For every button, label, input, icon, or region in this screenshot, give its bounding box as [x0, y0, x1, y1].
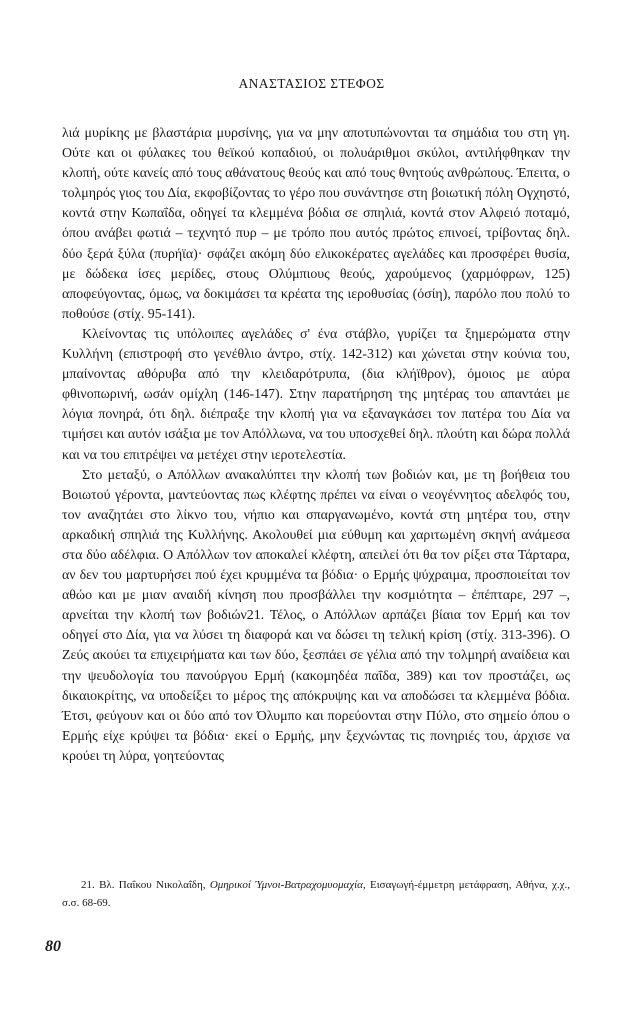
footnote — [62, 877, 570, 912]
footnote-tail: , Εισαγωγή-έμμετρη μετάφραση, Αθήνα, χ.χ., σ.σ. 68-69. — [62, 879, 571, 909]
body-paragraph: Στο μεταξύ, ο Απόλλων ανακαλύπτει την κλοπή των βοδιών και, με τη βοήθεια του Βοιωτού γέροντα, μαντεύοντας πως κλέφτης πρέπει να είναι ο νεογέννητος αδελφός του, τον αναζητάει στο λίκνο του, νήπιο και σπαργανωμένο, κοντά στη μητέρα του, στην αρκαδική σπηλιά της Κυλλήνης. Ακολουθεί μια εύθυμη και χαριτωμένη σκηνή ανάμεσα στα δύο αδέλφια. Ο Απόλλων τον αποκαλεί κλέφτη, απειλεί ότι θα τον ρίξει στα Τάρταρα, αν δεν του μαρτυρήσει πού έχει κρυμμένα τα βόδια· ο Ερμής ψύχραιμα, προσποιείται τον αθώο και με μιαν αναιδή κίνηση που προσβάλλει την κοσμιότητα – ἐπέπταρε, 297 –, αρνείται την κλοπή των βοδιών21. Τέλος, ο Απόλλων αρπάζει βίαια τον Ερμή και τον οδηγεί στο Δία, για να λύσει τη διαφορά και να δώσει τη τελική κρίση (στίχ. 313-396). Ο Ζεύς ακούει τα επιχειρήματα και των δύο, ξεσπάει σε γέλια από την τολμηρή αναίδεια και την ψευδολογία του πανούργου Ερμή (κακομηδέα παΐδα, 389) και τον προστάζει, ως δικαιοκρίτης, να υποδείξει το μέρος της απόκρυψης και να αποδώσει τα κλεμμένα βόδια. Έτσι, φεύγουν και οι δύο από τον Όλυμπο και πορεύονται στην Πύλο, στο σημείο όπου ο Ερμής είχε κρύψει τα βόδια· εκεί ο Ερμής, μην ξεχνώντας τις πονηριές του, άρχισε να κρούει τη λύρα, γοητεύοντας — [62, 467, 570, 764]
running-header: ΑΝΑΣΤΑΣΙΟΣ ΣΤΕΦΟΣ — [238, 76, 385, 91]
footnote-lead: 21. Βλ. Παΐκου Νικολαΐδη, — [81, 879, 210, 891]
body-paragraph: λιά μυρίκης με βλαστάρια μυρσίνης, για να μην αποτυπώνονται τα σημάδια του στη γη. Ούτε και οι φύλακες του θεϊκού κοπαδιού, οι πολυάριθμοι σκύλοι, αντιλήφθηκαν την κλοπή, ούτε κανείς από τους αθάνατους θεούς και από τους θνητούς ανθρώπους. Έπειτα, ο τολμηρός γιος του Δία, εκφοβίζοντας το γέρο που συνάντησε στη βοιωτική πόλη Ογχηστό, κοντά στην Κωπαΐδα, οδηγεί τα κλεμμένα βόδια σε σπηλιά, κοντά στον Αλφειό ποταμό, όπου ανάβει φωτιά – τεχνητό πυρ – με τρόπο που αυτός πρώτος επινοεί, τρίβοντας δηλ. δύο ξερά ξύλα (πυρήϊα)· σφάζει ακόμη δύο ελικοκέρατες αγελάδες και προσφέρει θυσία, με δώδεκα ίσες μερίδες, στους Ολύμπιους θεούς, χαρούμενος (χαρμόφρων, 125) αποφεύγοντας, όμως, να δοκιμάσει τα κρέατα της ιεροθυσίας (όσίη), παρόλο που πολύ το ποθούσε (στίχ. 95-141). — [62, 126, 570, 322]
footnote-title: Ομηρικοί Ύμνοι-Βατραχομυομαχία — [209, 879, 363, 891]
body-text — [62, 124, 570, 767]
page-number: 80 — [45, 938, 61, 955]
body-paragraph: Κλείνοντας τις υπόλοιπες αγελάδες σ' ένα στάβλο, γυρίζει τα ξημερώματα στην Κυλλήνη (επιστροφή στο γενέθλιο άντρο, στίχ. 142-312) και χώνεται στην κούνια του, μπαίνοντας αθόρυβα από την κλειδαρότρυπα, (δια κλήϊθρον), όμοιος με αύρα φθινοπωρινή, ωσάν ομίχλη (146-147). Στην παρατήρηση της μητέρας του απαντάει με λόγια πονηρά, ότι δηλ. διέπραξε την κλοπή για να εξαναγκάσει τον πατέρα του Δία να τιμήσει και αυτόν ισάξια με τον Απόλλωνα, να του υποσχεθεί δηλ. πλούτη και δώρα πολλά και να του επιτρέψει να μετέχει στην ιεροτελεστία. — [62, 326, 570, 463]
